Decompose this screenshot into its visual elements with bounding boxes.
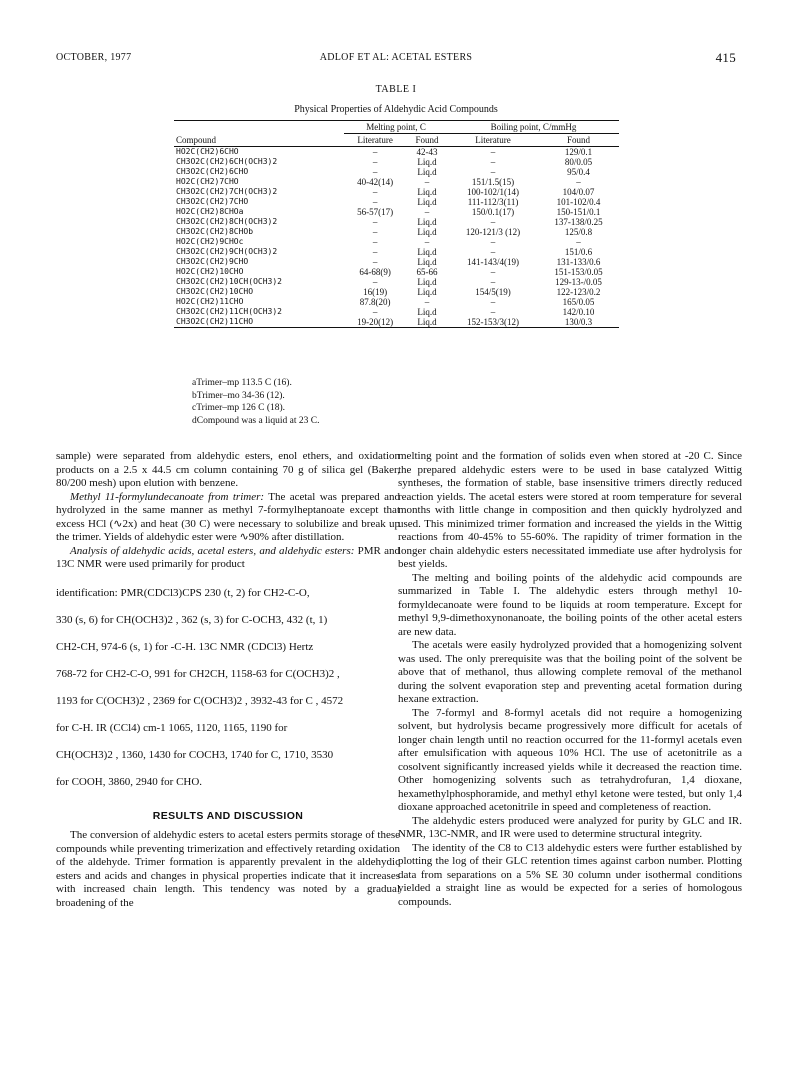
left-column <box>56 450 400 910</box>
table-cell: 142/0.10 <box>562 307 595 317</box>
column-header-bp-found: Found <box>567 135 591 145</box>
table-cell: 129/0.1 <box>564 147 593 157</box>
compound-cell: HO2C(CH2)6CHO <box>176 147 239 156</box>
table-cell: Liq.d <box>417 307 437 317</box>
paragraph-text: The acetal was prepared and hydrolyzed in the same manner as methyl 7-formylheptanoate except that excess HCl (∿2x) and heat (30 C) were necessary to solubilize and break up the trimer. Yields of aldehydic ester were ∿90% after distillation. <box>56 490 400 543</box>
table-row <box>174 207 619 217</box>
table-cell: – <box>490 247 496 257</box>
table-cell: 130/0.3 <box>564 317 593 327</box>
table-cell: 19-20(12) <box>357 317 394 327</box>
table-row <box>174 247 619 257</box>
table-cell: 111-112/3(11) <box>467 197 519 207</box>
table-cell: – <box>372 247 378 257</box>
table-cell: 104/0.07 <box>562 187 595 197</box>
compound-cell: CH3O2C(CH2)9CHO <box>176 257 249 266</box>
table-row <box>174 287 619 297</box>
table-cell: 42-43 <box>416 147 438 157</box>
table-cell: 87.8(20) <box>359 297 391 307</box>
right-column <box>398 450 742 909</box>
compound-cell: CH3O2C(CH2)6CHO <box>176 167 249 176</box>
table-row <box>174 257 619 267</box>
table-cell: – <box>490 307 496 317</box>
table-row <box>174 177 619 187</box>
table-cell: 40-42(14) <box>357 177 394 187</box>
table-cell: – <box>372 217 378 227</box>
table-cell: 151/0.6 <box>564 247 593 257</box>
compound-cell: CH3O2C(CH2)10CH(OCH3)2 <box>176 277 282 286</box>
table-cell: – <box>490 237 496 247</box>
table-cell: – <box>372 157 378 167</box>
table-cell: – <box>424 297 430 307</box>
table-cell: – <box>490 167 496 177</box>
table-row <box>174 187 619 197</box>
table-caption: Physical Properties of Aldehydic Acid Compounds <box>294 104 498 115</box>
table-cell: – <box>490 217 496 227</box>
table-row <box>174 297 619 307</box>
boiling-point-group-header: Boiling point, C/mmHg <box>448 121 619 134</box>
table-row <box>174 267 619 277</box>
paragraph: melting point and the formation of solids even when stored at -20 C. Since the prepared aldehydic esters were to be used in base catalyzed Wittig syntheses, the formation of stable, base insensitive trimers directly reduced reaction yields. The acetal esters were stored at room temperature for several months with little change in composition and then quickly hydrolyzed and used. This minimized trimer formation and increased the yields in the Wittig reactions from 40-45% to 55-60%. The rapidity of trimer formation in the longer chain aldehydic esters necessitated immediate use after hydrolysis for best yields. <box>398 450 742 570</box>
empty-header <box>174 121 344 134</box>
paragraph: The aldehydic esters produced were analyzed for purity by GLC and IR. NMR, 13C-NMR, and IR were used to determine structural integrity. <box>398 814 742 840</box>
footnote-a: aTrimer–mp 113.5 C (16). <box>192 378 292 388</box>
table-footnotes <box>192 377 319 427</box>
table-row <box>174 157 619 167</box>
table-cell: – <box>372 187 378 197</box>
compound-cell: HO2C(CH2)10CHO <box>176 267 244 276</box>
table-cell: Liq.d <box>417 277 437 287</box>
table-cell: 65-66 <box>416 267 438 277</box>
table-cell: 80/0.05 <box>564 157 593 167</box>
table-cell: – <box>424 237 430 247</box>
table-cell: 95/0.4 <box>567 167 590 177</box>
table-title: TABLE I <box>375 84 417 95</box>
footnote-d: dCompound was a liquid at 23 C. <box>192 415 320 426</box>
table-row <box>174 227 619 237</box>
formula-line: 1193 for C(OCH3)2 , 2369 for C(OCH3)2 , 3932-43 for C , 4572 <box>56 694 344 707</box>
table-row <box>174 167 619 177</box>
table-row <box>174 197 619 207</box>
table-row <box>174 217 619 227</box>
table-cell: 154/5(19) <box>475 287 511 297</box>
compound-cell: CH3O2C(CH2)8CHOb <box>176 227 254 236</box>
table-row <box>174 277 619 287</box>
compound-cell: CH3O2C(CH2)11CHO <box>176 317 254 326</box>
formula-line: CH(OCH3)2 , 1360, 1430 for COCH3, 1740 for C, 1710, 3530 <box>56 748 334 761</box>
formula-line: for COOH, 3860, 2940 for CHO. <box>56 775 203 788</box>
footnote-b: bTrimer–mo 34-36 (12). <box>192 390 285 401</box>
table-cell: 101-102/0.4 <box>556 197 601 207</box>
compound-cell: HO2C(CH2)11CHO <box>176 297 244 306</box>
table-cell: Liq.d <box>417 227 437 237</box>
formula-block <box>56 580 400 796</box>
table-row <box>174 307 619 317</box>
table-cell: – <box>424 177 430 187</box>
compound-cell: CH3O2C(CH2)9CH(OCH3)2 <box>176 247 278 256</box>
footnote-c: cTrimer–mp 126 C (18). <box>192 403 286 413</box>
paragraph: sample) were separated from aldehydic esters, enol ethers, and oxidation products on a 2.5 x 44.5 cm column containing 70 g of silica gel (Baker, 80/200 mesh) upon elution with benzene. <box>56 450 400 489</box>
column-header-mp-literature: Literature <box>357 135 393 145</box>
compound-cell: CH3O2C(CH2)6CH(OCH3)2 <box>176 157 278 166</box>
paragraph-text: PMR and 13C NMR were used primarily for product <box>56 544 400 570</box>
paragraph: The 7-formyl and 8-formyl acetals did not require a homogenizing solvent, but hydrolysis became progressively more difficult for acetals of longer chain length until no reaction occurred for the 11-formyl acetals even after emulsification with aqueous 10% HCl. The use of acetonitrile as a cosolvent significantly increased yields while it decreased the reaction time. Other homogenizing solvents such as tetrahydrofuran, 1,4 dioxane, hexamethylphosphoramide, and methyl ethyl ketone were tested, but only 1,4 dioxane approached acetonitrile in speed and completeness of reaction. <box>398 706 742 813</box>
paragraph-label: Methyl 11-formylundecanoate from trimer: <box>70 490 265 503</box>
table-cell: 120-121/3 (12) <box>465 227 521 237</box>
table-cell: 141-143/4(19) <box>467 257 520 267</box>
table-cell: – <box>490 147 496 157</box>
paragraph: The conversion of aldehydic esters to acetal esters permits storage of these compounds while preventing trimerization and effectively retarding oxidation of the aldehyde. Trimer formation is apparently prevalent in the aldehydic esters and acids and changes in physical properties indicate that it increases with increased chain length. This tendency was noted by a gradual broadening of the <box>56 829 400 909</box>
table-body <box>174 147 619 328</box>
table-cell: Liq.d <box>417 157 437 167</box>
table-cell: 64-68(9) <box>359 267 391 277</box>
section-heading: RESULTS AND DISCUSSION <box>152 809 304 822</box>
table-cell: 151/1.5(15) <box>471 177 515 187</box>
table-cell: – <box>372 237 378 247</box>
page-number: 415 <box>715 50 736 65</box>
table-cell: Liq.d <box>417 187 437 197</box>
table-cell: Liq.d <box>417 217 437 227</box>
formula-line: 330 (s, 6) for CH(OCH3)2 , 362 (s, 3) for C-OCH3, 432 (t, 1) <box>56 613 328 626</box>
table-cell: 129-13-/0.05 <box>555 277 602 287</box>
table-row <box>174 237 619 247</box>
table-row <box>174 147 619 158</box>
formula-line: identification: PMR(CDCl3)CPS 230 (t, 2) for CH2-C-O, <box>56 586 310 599</box>
properties-table <box>174 120 619 330</box>
table-cell: Liq.d <box>417 257 437 267</box>
table-cell: 131-133/0.6 <box>556 257 601 267</box>
compound-cell: CH3O2C(CH2)8CH(OCH3)2 <box>176 217 278 226</box>
paragraph-label: Analysis of aldehydic acids, acetal esters, and aldehydic esters: <box>70 544 355 557</box>
table-cell: 165/0.05 <box>562 297 595 307</box>
table-cell: – <box>576 237 581 247</box>
table-cell: – <box>490 157 496 167</box>
table-cell: – <box>490 277 496 287</box>
compound-cell: CH3O2C(CH2)11CH(OCH3)2 <box>176 307 282 316</box>
table-cell: Liq.d <box>417 317 437 327</box>
table-cell: – <box>372 197 378 207</box>
table-cell: – <box>372 307 378 317</box>
compound-cell: CH3O2C(CH2)7CHO <box>176 197 249 206</box>
paragraph <box>56 491 400 545</box>
column-header-bp-literature: Literature <box>475 135 511 145</box>
table-cell: – <box>490 267 496 277</box>
paragraph <box>56 545 400 572</box>
table-cell: 56-57(17) <box>357 207 394 217</box>
table-cell: 125/0.8 <box>564 227 593 237</box>
column-header-mp-found: Found <box>415 135 439 145</box>
table-cell: Liq.d <box>417 197 437 207</box>
paragraph: The identity of the C8 to C13 aldehydic esters were further established by plotting the log of their GLC retention times against carbon number. Plotting data from separations on a 5% SE 30 column under isothermal conditions yielded a straight line as would be expected for a series of homologous compounds. <box>398 841 742 908</box>
table-cell: Liq.d <box>417 287 437 297</box>
table-cell: – <box>424 207 430 217</box>
table-cell: – <box>576 177 581 187</box>
table-cell: 100-102/1(14) <box>467 187 520 197</box>
table-cell: – <box>372 227 378 237</box>
formula-line: 768-72 for CH2-C-O, 991 for CH2CH, 1158-63 for C(OCH3)2 , <box>56 667 340 680</box>
table-cell: 150-151/0.1 <box>556 207 601 217</box>
compound-cell: HO2C(CH2)8CHOa <box>176 207 244 216</box>
table-cell: 150/0.1(17) <box>471 207 515 217</box>
table-cell: 151-153/0.05 <box>554 267 603 277</box>
table-cell: – <box>490 297 496 307</box>
compound-cell: CH3O2C(CH2)10CHO <box>176 287 254 296</box>
table-cell: Liq.d <box>417 247 437 257</box>
table-cell: – <box>372 277 378 287</box>
formula-line: for C-H. IR (CCl4) cm-1 1065, 1120, 1165, 1190 for <box>56 721 288 734</box>
table-cell: 122-123/0.2 <box>556 287 601 297</box>
melting-point-group-header: Melting point, C <box>344 121 448 134</box>
table-cell: 137-138/0.25 <box>554 217 603 227</box>
paragraph: The acetals were easily hydrolyzed provided that a homogenizing solvent was used. The only prerequisite was that the boiling point of the solvent be above that of methanol, thus allowing complete removal of the methanol during the solvent evaporation step and preventing acetal formation during hexane extraction. <box>398 639 742 705</box>
header-title: ADLOF ET AL: ACETAL ESTERS <box>319 52 473 63</box>
table-cell: 152-153/3(12) <box>467 317 520 327</box>
header-date: OCTOBER, 1977 <box>56 52 132 63</box>
running-head <box>56 50 736 66</box>
table-cell: – <box>372 147 378 157</box>
formula-line: CH2-CH, 974-6 (s, 1) for -C-H. 13C NMR (CDCl3) Hertz <box>56 640 314 653</box>
table-cell: – <box>372 167 378 177</box>
paragraph: The melting and boiling points of the aldehydic acid compounds are summarized in Table I. The aldehydic esters through methyl 10-formyldecanoate were found to be liquids at room temperature. Except for methyl 9,9-dimethoxynonanoate, the boiling points of the other acetal esters are new data. <box>398 571 742 638</box>
table-cell: Liq.d <box>417 167 437 177</box>
table-cell: 16(19) <box>363 287 388 297</box>
compound-cell: HO2C(CH2)7CHO <box>176 177 239 186</box>
compound-cell: CH3O2C(CH2)7CH(OCH3)2 <box>176 187 278 196</box>
table-row <box>174 317 619 328</box>
column-header-compound: Compound <box>176 134 217 145</box>
compound-cell: HO2C(CH2)9CHOc <box>176 237 244 246</box>
table-cell: – <box>372 257 378 267</box>
